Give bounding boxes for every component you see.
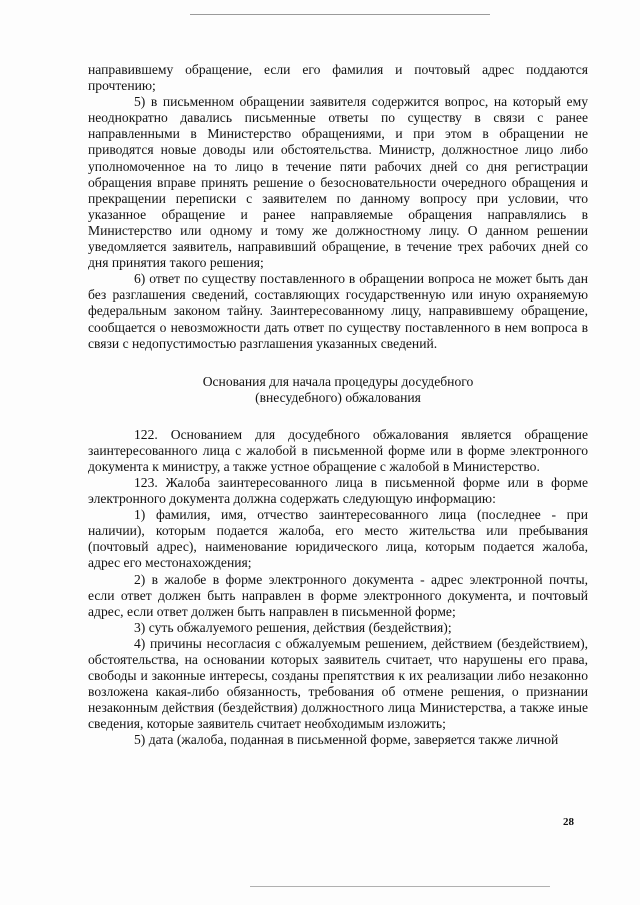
list-item-1: 1) фамилия, имя, отчество заинтересованного лица (последнее - при наличии), которым подается жалоба, его место жительства или пребывания (почтовый адрес), наименование юридического лица, которым подается жалоба, адрес его местонахождения; bbox=[88, 507, 588, 571]
section-heading-line-1: Основания для начала процедуры досудебного bbox=[202, 373, 474, 389]
paragraph-item-6: 6) ответ по существу поставленного в обращении вопроса не может быть дан без разглашения сведений, составляющих государственную или иную охраняемую федеральным законом тайну. Заинтересованному лицу, направившему обращение, сообщается о невозможности дать ответ по существу поставленного в нем вопроса в связи с недопустимостью разглашения указанных сведений. bbox=[88, 271, 588, 351]
list-item-5: 5) дата (жалоба, поданная в письменной форме, заверяется также личной bbox=[134, 732, 559, 748]
paragraph-continuation: направившему обращение, если его фамилия и почтовый адрес поддаются прочтению; bbox=[88, 62, 588, 94]
list-item-4: 4) причины несогласия с обжалуемым решением, действием (бездействием), обстоятельства, на основании которых заявитель считает, что нарушены его права, свободы и законные интересы, созданы препятствия к их реализации либо незаконно возложена какая-либо обязанность, требования об отмене решения, о признании незаконным действия (бездействия) должностного лица Министерства, а также иные сведения, которые заявитель считает необходимым изложить; bbox=[88, 635, 588, 732]
page-number: 28 bbox=[563, 816, 574, 828]
document-body bbox=[88, 62, 588, 749]
scan-edge-top bbox=[190, 14, 490, 15]
paragraph-123: 123. Жалоба заинтересованного лица в письменной форме или в форме электронного документа должна содержать следующую информацию: bbox=[88, 474, 588, 507]
scan-edge-bottom bbox=[250, 886, 550, 887]
list-item-3: 3) суть обжалуемого решения, действия (бездействия); bbox=[134, 619, 452, 635]
list-item-2: 2) в жалобе в форме электронного документа - адрес электронной почты, если ответ должен быть направлен в форме электронного документа, и почтовый адрес, если ответ должен быть направлен в письменной форме; bbox=[88, 571, 588, 619]
section-heading bbox=[88, 374, 588, 407]
paragraph-122: 122. Основанием для досудебного обжалования является обращение заинтересованного лица с жалобой в письменной форме или в форме электронного документа к министру, а также устное обращение с жалобой в Министерство. bbox=[88, 426, 588, 474]
paragraph-item-5: 5) в письменном обращении заявителя содержится вопрос, на который ему неоднократно давались письменные ответы по существу в связи с ранее направленными в Министерство обращениями, и при этом в обращении не приводятся новые доводы или обстоятельства. Министр, должностное лицо либо уполномоченное на то лицо в течение пяти рабочих дней со дня регистрации обращения вправе принять решение о безосновательности очередного обращения и прекращении переписки с заявителем по данному вопросу при условии, что указанное обращение и ранее направляемые обращения направлялись в Министерство или одному и тому же должностному лицу. О данном решении уведомляется заявитель, направивший обращение, в течение трех рабочих дней со дня принятия такого решения; bbox=[88, 94, 588, 271]
section-heading-line-2: (внесудебного) обжалования bbox=[255, 390, 421, 406]
